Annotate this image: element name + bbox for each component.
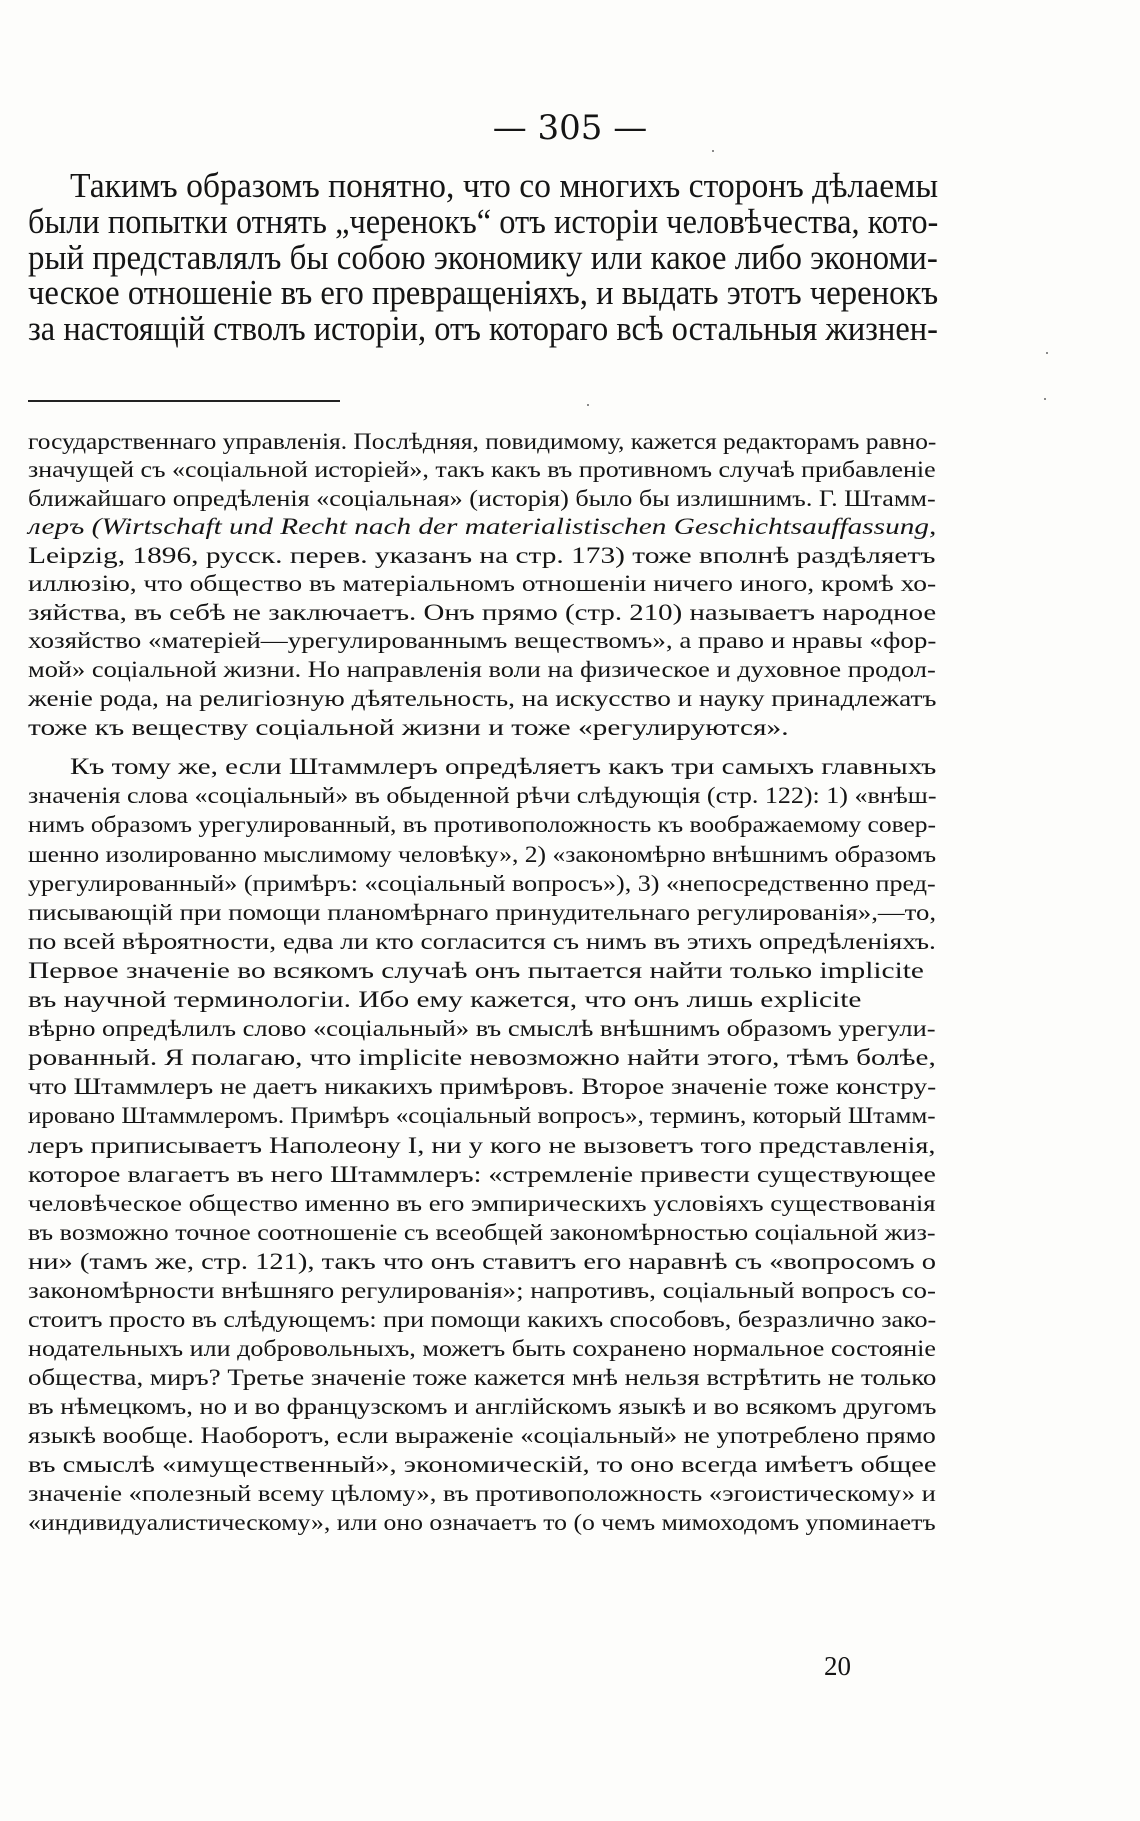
footnote-line: шенно изолированно мыслимому человѣку», 2) «закономѣрно внѣшнимъ образомъ — [28, 842, 937, 868]
footnote-line: которое влагаетъ въ него Штаммлеръ: «стремленіе привести существующее — [28, 1162, 936, 1188]
footnote-line: урегулированный» (примѣръ: «соціальный вопросъ»), 3) «непосредственно пред- — [28, 871, 936, 897]
footnote-line: въ научной терминологіи. Ибо ему кажется, что онъ лишь explicite — [28, 987, 862, 1013]
footnote-line: нимъ образомъ урегулированный, въ противоположность къ воображаемому совер- — [28, 812, 936, 838]
footnote-line: общества, миръ? Третье значеніе тоже кажется мнѣ нельзя встрѣтить не только — [28, 1365, 937, 1391]
footnote-line: рованный. Я полагаю, что implicite невозможно найти этого, тѣмъ болѣе, — [28, 1045, 936, 1071]
footnote-line: Leipzig, 1896, русск. перев. указанъ на стр. 173) тоже вполнѣ раздѣляетъ — [28, 543, 936, 569]
footnote-line: вѣрно опредѣлилъ слово «соціальный» въ смыслѣ внѣшнимъ образомъ урегули- — [28, 1016, 936, 1042]
footnote-separator — [28, 400, 340, 402]
footnote-line: человѣческое общество именно въ его эмпирическихъ условіяхъ существованія — [28, 1191, 936, 1217]
main-text-line: за настоящій стволъ исторіи, отъ котораго всѣ остальныя жизнен- — [28, 309, 938, 348]
footnote-line: «индивидуалистическому», или оно означаетъ то (о чемъ мимоходомъ упоминаетъ — [28, 1510, 936, 1536]
print-speck — [712, 150, 714, 152]
footnote-line: леръ приписываетъ Наполеону I, ни у кого не вызоветъ того представленія, — [28, 1133, 936, 1159]
footnote-line: писывающій при помощи планомѣрнаго принудительнаго регулированія»,—то, — [28, 900, 937, 926]
footnote-line: леръ (Wirtschaft und Recht nach der materialistischen Geschichtsauffassung, — [28, 514, 937, 540]
footnote-line: зяйства, въ себѣ не заключаетъ. Онъ прямо (стр. 210) называетъ народное — [28, 600, 937, 626]
print-speck — [1046, 352, 1048, 354]
footnote-line: значущей съ «соціальной исторіей», такъ какъ въ противномъ случаѣ прибавленіе — [28, 457, 936, 483]
footnote-line: ближайшаго опредѣленія «соціальная» (исторія) было бы излишнимъ. Г. Штамм- — [28, 486, 936, 512]
footnote-line: Къ тому же, если Штаммлеръ опредѣляетъ какъ три самыхъ главныхъ — [70, 754, 937, 780]
main-text-line: были попытки отнять „черенокъ“ отъ исторіи человѣчества, кото- — [28, 202, 939, 241]
footnote-line: нодательныхъ или добровольныхъ, можетъ быть сохранено нормальное состояніе — [28, 1336, 936, 1362]
footnote-line: ировано Штаммлеромъ. Примѣръ «соціальный вопросъ», терминъ, который Штамм- — [28, 1103, 936, 1129]
footnote-line: стоитъ просто въ слѣдующемъ: при помощи какихъ способовъ, безразлично зако- — [28, 1307, 937, 1333]
footnote-line: мой» соціальной жизни. Но направленія воли на физическое и духовное продол- — [28, 657, 936, 683]
footnote-line: государственнаго управленія. Послѣдняя, повидимому, кажется редакторамъ равно- — [28, 429, 937, 455]
footnote-line: тоже къ веществу соціальной жизни и тоже «регулируются». — [28, 715, 789, 741]
footnote-line: языкѣ вообще. Наоборотъ, если выраженіе «соціальный» не употреблено прямо — [28, 1423, 936, 1449]
main-text-line: ческое отношеніе въ его превращеніяхъ, и выдать этотъ черенокъ — [28, 273, 939, 312]
footnote-line: иллюзію, что общество въ матеріальномъ отношеніи ничего иного, кромѣ хо- — [28, 571, 937, 597]
print-speck — [1044, 398, 1046, 400]
footnote-line: въ нѣмецкомъ, но и во французскомъ и англійскомъ языкѣ и во всякомъ другомъ — [28, 1394, 937, 1420]
main-text-line: Такимъ образомъ понятно, что со многихъ сторонъ дѣлаемы — [70, 166, 939, 205]
main-text-line: рый представлялъ бы собою экономику или какое либо экономи- — [28, 238, 938, 277]
print-speck — [587, 404, 589, 406]
page-number: — 305 — — [492, 108, 648, 148]
footnote-line: по всей вѣроятности, едва ли кто согласится съ нимъ въ этихъ опредѣленіяхъ. — [28, 929, 936, 955]
footnote-line: значеніе «полезный всему цѣлому», въ противоположность «эгоистическому» и — [28, 1481, 936, 1507]
footnote-line: въ смыслѣ «имущественный», экономическій, то оно всегда имѣетъ общее — [28, 1452, 937, 1478]
footnote-line: Первое значеніе во всякомъ случаѣ онъ пытается найти только implicite — [28, 958, 924, 984]
footnote-line: ни» (тамъ же, стр. 121), такъ что онъ ставитъ его наравнѣ съ «вопросомъ о — [28, 1249, 937, 1275]
footnote-line: что Штаммлеръ не даетъ никакихъ примѣровъ. Второе значеніе тоже констру- — [28, 1074, 937, 1100]
signature-mark: 20 — [824, 1651, 851, 1681]
footnote-line: женіе рода, на религіозную дѣятельность, на искусство и науку принадлежатъ — [28, 686, 937, 712]
footnote-line: закономѣрности внѣшняго регулированія»; напротивъ, соціальный вопросъ со- — [28, 1278, 936, 1304]
footnote-line: значенія слова «соціальный» въ обыденной рѣчи слѣдующія (стр. 122): 1) «внѣш- — [28, 783, 937, 809]
footnote-line: хозяйство «матеріей—урегулированнымъ веществомъ», а право и нравы «фор- — [28, 628, 937, 654]
footnote-line: въ возможно точное соотношеніе съ всеобщей закономѣрностью соціальной жиз- — [28, 1220, 936, 1246]
